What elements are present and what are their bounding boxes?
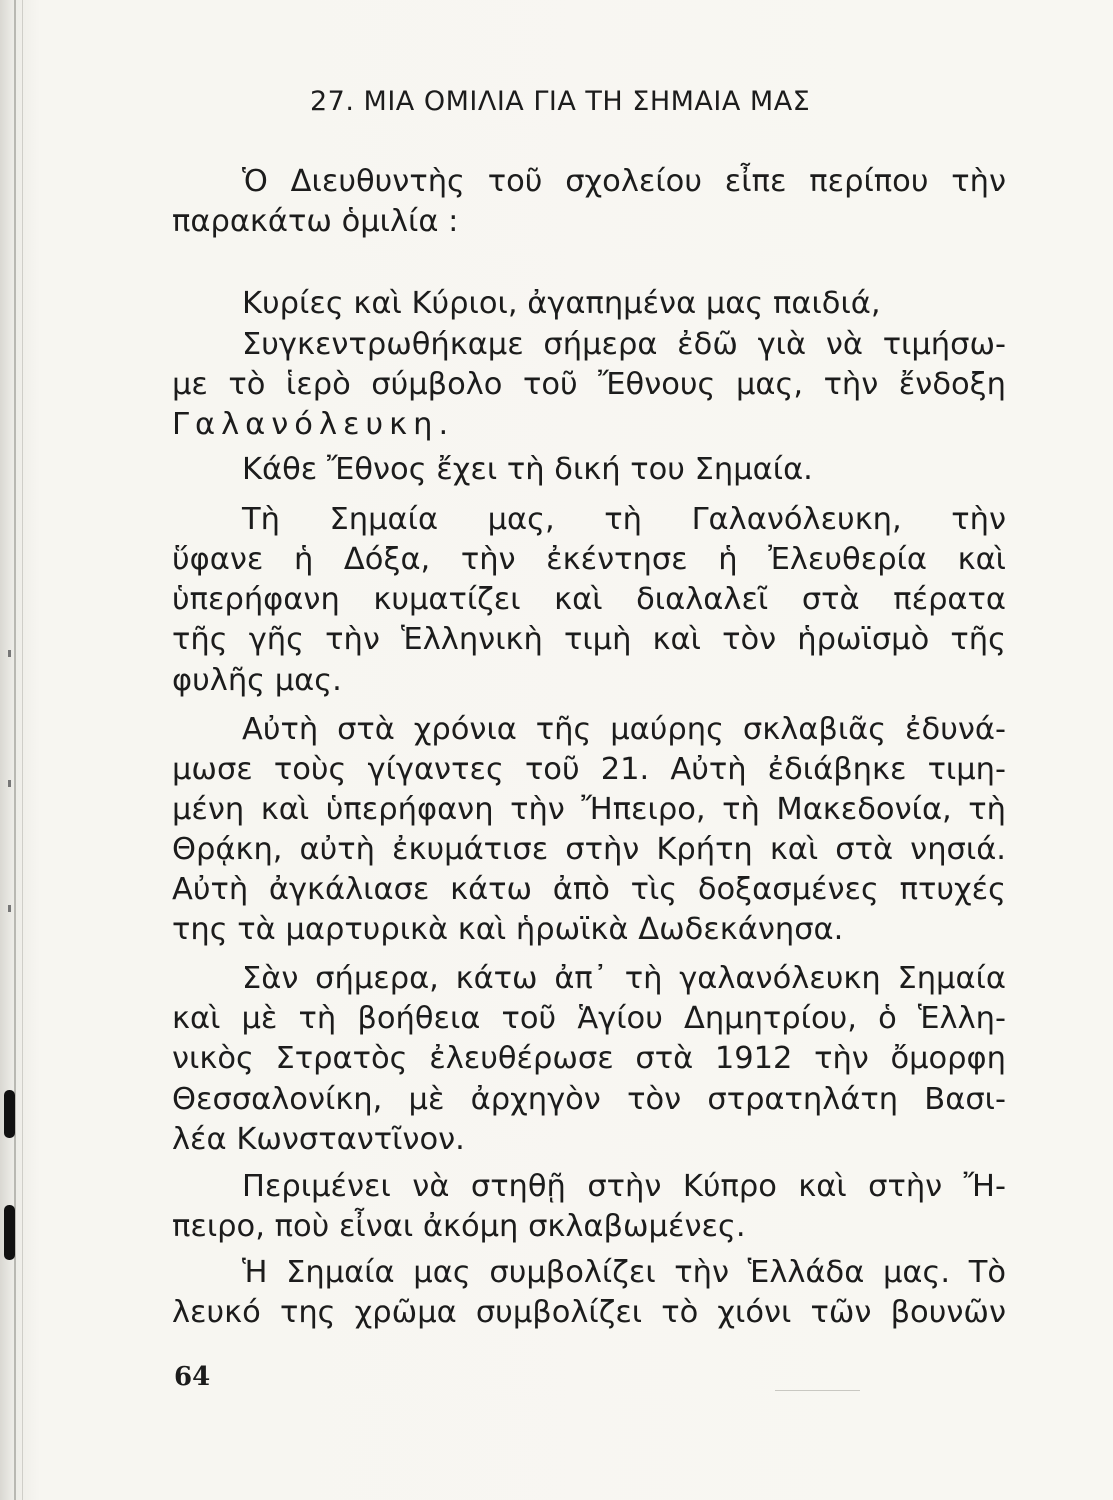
page-number: 64 <box>174 1362 211 1392</box>
text-line: Κυρίες καὶ Κύριοι, ἀγαπημένα μας παιδιά, <box>242 286 881 321</box>
binding-staple <box>4 1205 15 1260</box>
text-line: Αὐτὴ στὰ χρόνια τῆς μαύρης σκλαβιᾶς ἐδυνά- <box>242 712 1006 747</box>
text-line: Αὐτὴ ἀγκάλιασε κάτω ἀπὸ τὶς δοξασμένες πτυχές <box>172 872 1006 907</box>
text-line: πειρο, ποὺ εἶναι ἀκόμη σκλαβωμένες. <box>172 1209 746 1244</box>
text-line: Γαλανόλευκη. <box>172 407 455 442</box>
text-line: Συγκεντρωθήκαμε σήμερα ἐδῶ γιὰ νὰ τιμήσω- <box>242 327 1006 362</box>
text-line: Περιμένει νὰ στηθῇ στὴν Κύπρο καὶ στὴν Ἤ- <box>242 1169 1006 1204</box>
text-line: Θρᾴκη, αὐτὴ ἐκυμάτισε στὴν Κρήτη καὶ στὰ νησιά. <box>172 832 1006 867</box>
page-edge-mark <box>8 905 11 912</box>
binding-staple <box>4 1090 15 1138</box>
text-line: μωσε τοὺς γίγαντες τοῦ 21. Αὐτὴ ἐδιάβηκε τιμη- <box>172 752 1006 787</box>
text-line: παρακάτω ὁμιλία : <box>172 204 459 239</box>
text-line: φυλῆς μας. <box>172 663 342 698</box>
text-line: ὕφανε ἡ Δόξα, τὴν ἐκέντησε ἡ Ἐλευθερία καὶ <box>172 542 1006 577</box>
text-line: Θεσσαλονίκη, μὲ ἀρχηγὸν τὸν στρατηλάτη Βασι- <box>172 1082 1006 1117</box>
text-line: καὶ μὲ τὴ βοήθεια τοῦ Ἁγίου Δημητρίου, ὁ Ἑλλη- <box>172 1001 1006 1036</box>
text-line: με τὸ ἱερὸ σύμβολο τοῦ Ἔθνους μας, τὴν ἔνδοξη <box>172 367 1006 402</box>
text-line: νικὸς Στρατὸς ἐλευθέρωσε στὰ 1912 τὴν ὄμορφη <box>172 1041 1006 1076</box>
text-line: Ἡ Σημαία μας συμβολίζει τὴν Ἑλλάδα μας. Τὸ <box>242 1255 1006 1290</box>
text-line: Σὰν σήμερα, κάτω ἀπ᾽ τὴ γαλανόλευκη Σημαία <box>242 961 1006 996</box>
footer-rule <box>775 1390 860 1391</box>
text-line: Τὴ Σημαία μας, τὴ Γαλανόλευκη, τὴν <box>242 502 1006 537</box>
text-line: τῆς γῆς τὴν Ἑλληνικὴ τιμὴ καὶ τὸν ἡρωϊσμὸ τῆς <box>172 622 1006 657</box>
text-line: μένη καὶ ὑπερήφανη τὴν Ἤπειρο, τὴ Μακεδονία, τὴ <box>172 792 1006 827</box>
text-line: Ὁ Διευθυντὴς τοῦ σχολείου εἶπε περίπου τὴν <box>242 164 1006 199</box>
binding-line <box>22 0 23 1500</box>
text-line: της τὰ μαρτυρικὰ καὶ ἡρωϊκὰ Δωδεκάνησα. <box>172 912 844 947</box>
page-edge-mark <box>8 780 11 787</box>
text-line: λέα Κωνσταντῖνον. <box>172 1122 465 1157</box>
page-edge-mark <box>8 650 11 657</box>
text-line: λευκό της χρῶμα συμβολίζει τὸ χιόνι τῶν βουνῶν <box>172 1295 1006 1330</box>
text-line: Κάθε Ἔθνος ἔχει τὴ δική του Σημαία. <box>242 452 813 487</box>
binding-line <box>14 0 16 1500</box>
text-line: ὑπερήφανη κυματίζει καὶ διαλαλεῖ στὰ πέρατα <box>172 582 1006 617</box>
chapter-title: 27. ΜΙΑ ΟΜΙΛΙΑ ΓΙΑ ΤΗ ΣΗΜΑΙΑ ΜΑΣ <box>310 86 811 117</box>
